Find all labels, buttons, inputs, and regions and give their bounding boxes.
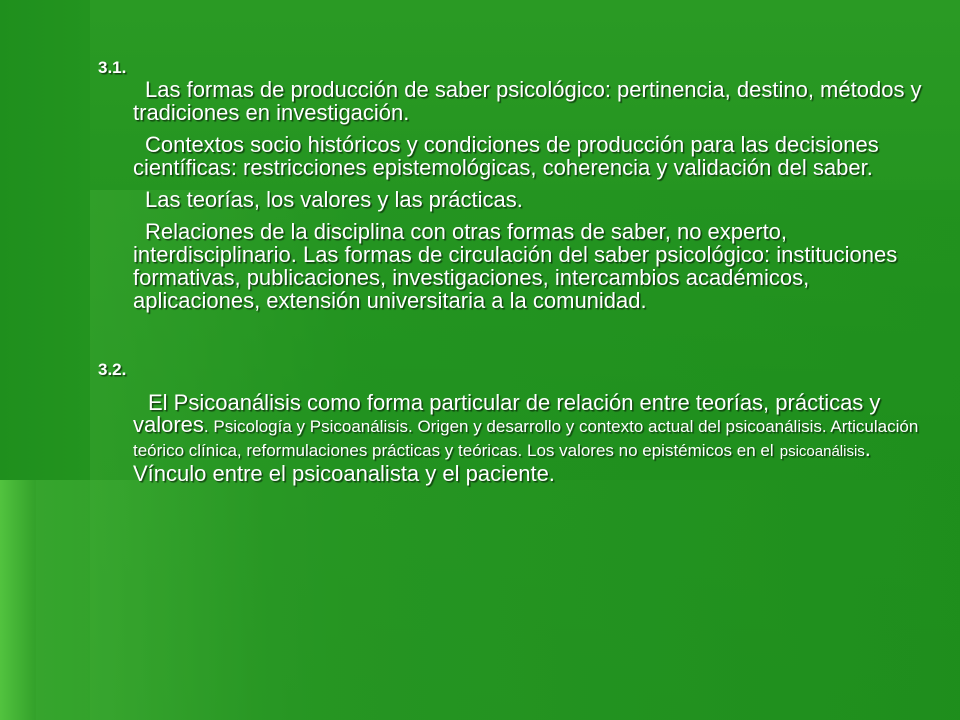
paragraph-3-2-large: El Psicoanálisis como forma particular de relación entre teorías, prácticas y valores bbox=[133, 390, 881, 437]
paragraph-3-1-b: Contextos socio históricos y condiciones de producción para las decisiones científicas: restricciones epistemológicas, coherencia y validación del saber. bbox=[133, 132, 879, 180]
paragraph-3-2-tiny: psicoanálisis bbox=[779, 443, 865, 460]
section-spacer bbox=[98, 312, 928, 360]
section-number-3-2: 3.2. bbox=[98, 360, 127, 379]
paragraph-3-1-c: Las teorías, los valores y las prácticas. bbox=[145, 187, 523, 212]
paragraph-3-2-end: . Vínculo entre el psicoanalista y el paciente. bbox=[133, 436, 871, 486]
background-step-lower bbox=[36, 480, 960, 720]
paragraph-3-1-a: Las formas de producción de saber psicológico: pertinencia, destino, métodos y tradiciones en investigación. bbox=[133, 77, 922, 125]
paragraph-3-2-small: . Psicología y Psicoanálisis. Origen y desarrollo y contexto actual del psicoanálisis. Articulación teórico clínica, reformulaciones prácticas y teóricas. Los valores no epistémicos en el bbox=[133, 417, 919, 460]
paragraph-3-2 bbox=[98, 392, 928, 485]
slide-content bbox=[98, 58, 928, 485]
section-number-3-1: 3.1. bbox=[98, 58, 127, 77]
paragraph-3-1-d: Relaciones de la disciplina con otras formas de saber, no experto, interdisciplinario. Las formas de circulación del saber psicológico: instituciones formativas, publicaciones, investigaciones, intercambios académicos, aplicaciones, extensión universitaria a la comunidad. bbox=[133, 219, 898, 313]
background-left-glow bbox=[0, 480, 36, 720]
